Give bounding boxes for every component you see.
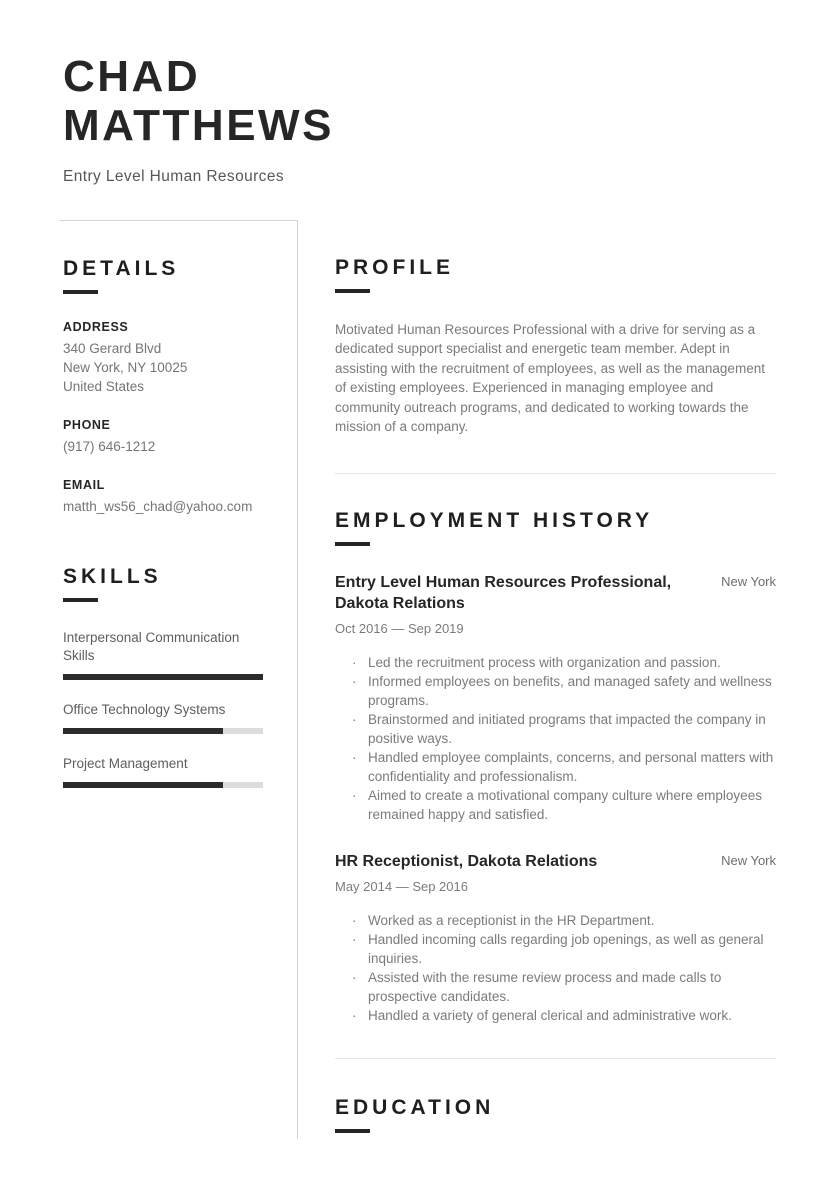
section-divider [335,473,776,474]
job-header [335,572,776,614]
skill-bar-fill [63,674,263,680]
main-column [298,220,777,1139]
employment-section [335,508,777,1026]
skill-bar-track [63,728,263,734]
job-header [335,851,776,872]
address-line: United States [63,378,145,394]
skill-item [63,701,262,734]
job-location: New York [721,573,776,589]
skill-item [63,755,262,788]
address-label: ADDRESS [63,319,129,334]
employment-heading-underline [335,542,370,546]
job-dates: May 2014 — Sep 2016 [335,879,468,895]
skill-label: Project Management [63,755,188,771]
skill-bar-track [63,674,263,680]
candidate-name: CHAD MATTHEWS [63,52,334,151]
section-divider [335,1058,776,1059]
job-title: Entry Level Human Resources Professional, Dakota Relations [335,573,672,613]
education-section [335,1095,777,1133]
job-bullet: · Handled incoming calls regarding job openings, as well as general inquiries. [335,930,776,968]
phone-label: PHONE [63,417,111,432]
profile-heading: PROFILE [335,255,455,279]
skill-item [63,629,262,680]
education-heading: EDUCATION [335,1096,495,1120]
job-bullet: · Aimed to create a motivational company culture where employees remained happy and satisfied. [335,786,776,824]
candidate-title: Entry Level Human Resources [63,167,285,185]
job-bullet: · Led the recruitment process with organization and passion. [335,653,776,672]
skill-label: Interpersonal Communication Skills [63,629,240,663]
content-columns [0,220,840,1139]
job-bullet-list [335,911,776,1025]
profile-heading-underline [335,289,370,293]
skill-bar-fill [63,782,223,788]
job-bullet: · Handled employee complaints, concerns, and personal matters with confidentiality and professionalism. [335,748,776,786]
job-bullet: · Worked as a receptionist in the HR Department. [335,911,776,930]
email-value: matth_ws56_chad@yahoo.com [63,498,253,514]
address-line: 340 Gerard Blvd [63,340,162,356]
details-section [63,256,262,516]
details-heading: DETAILS [63,256,180,280]
job-bullet: · Brainstormed and initiated programs that impacted the company in positive ways. [335,710,776,748]
skills-heading-underline [63,598,98,602]
job-location: New York [721,853,776,869]
employment-heading: EMPLOYMENT HISTORY [335,508,654,532]
job-bullet: · Informed employees on benefits, and managed safety and wellness programs. [335,672,776,710]
details-heading-underline [63,290,98,294]
job-bullet: · Handled a variety of general clerical and administrative work. [335,1006,776,1025]
sidebar [60,220,298,1139]
education-heading-underline [335,1129,370,1133]
skill-label: Office Technology Systems [63,701,226,717]
address-value [63,339,262,396]
resume-header [0,0,840,186]
job-title: HR Receptionist, Dakota Relations [335,853,598,871]
job-entry [335,572,776,824]
job-bullet-list [335,653,776,824]
job-entry [335,851,776,1025]
email-label: EMAIL [63,477,105,492]
job-dates: Oct 2016 — Sep 2019 [335,621,464,637]
job-bullet: · Assisted with the resume review process and made calls to prospective candidates. [335,968,776,1006]
skill-bar-track [63,782,263,788]
skills-section [63,564,262,788]
skills-heading: SKILLS [63,564,162,588]
profile-text: Motivated Human Resources Professional with a drive for serving as a dedicated support specialist and energetic team member. Adept in assisting with the recruitment of employees, as well as the management of existing employees. Experienced in managing employee and community outreach programs, and dedicated to working towards the mission of a company. [335,321,765,435]
profile-section [335,255,777,437]
address-line: New York, NY 10025 [63,359,188,375]
skill-bar-fill [63,728,223,734]
phone-value: (917) 646-1212 [63,438,156,454]
